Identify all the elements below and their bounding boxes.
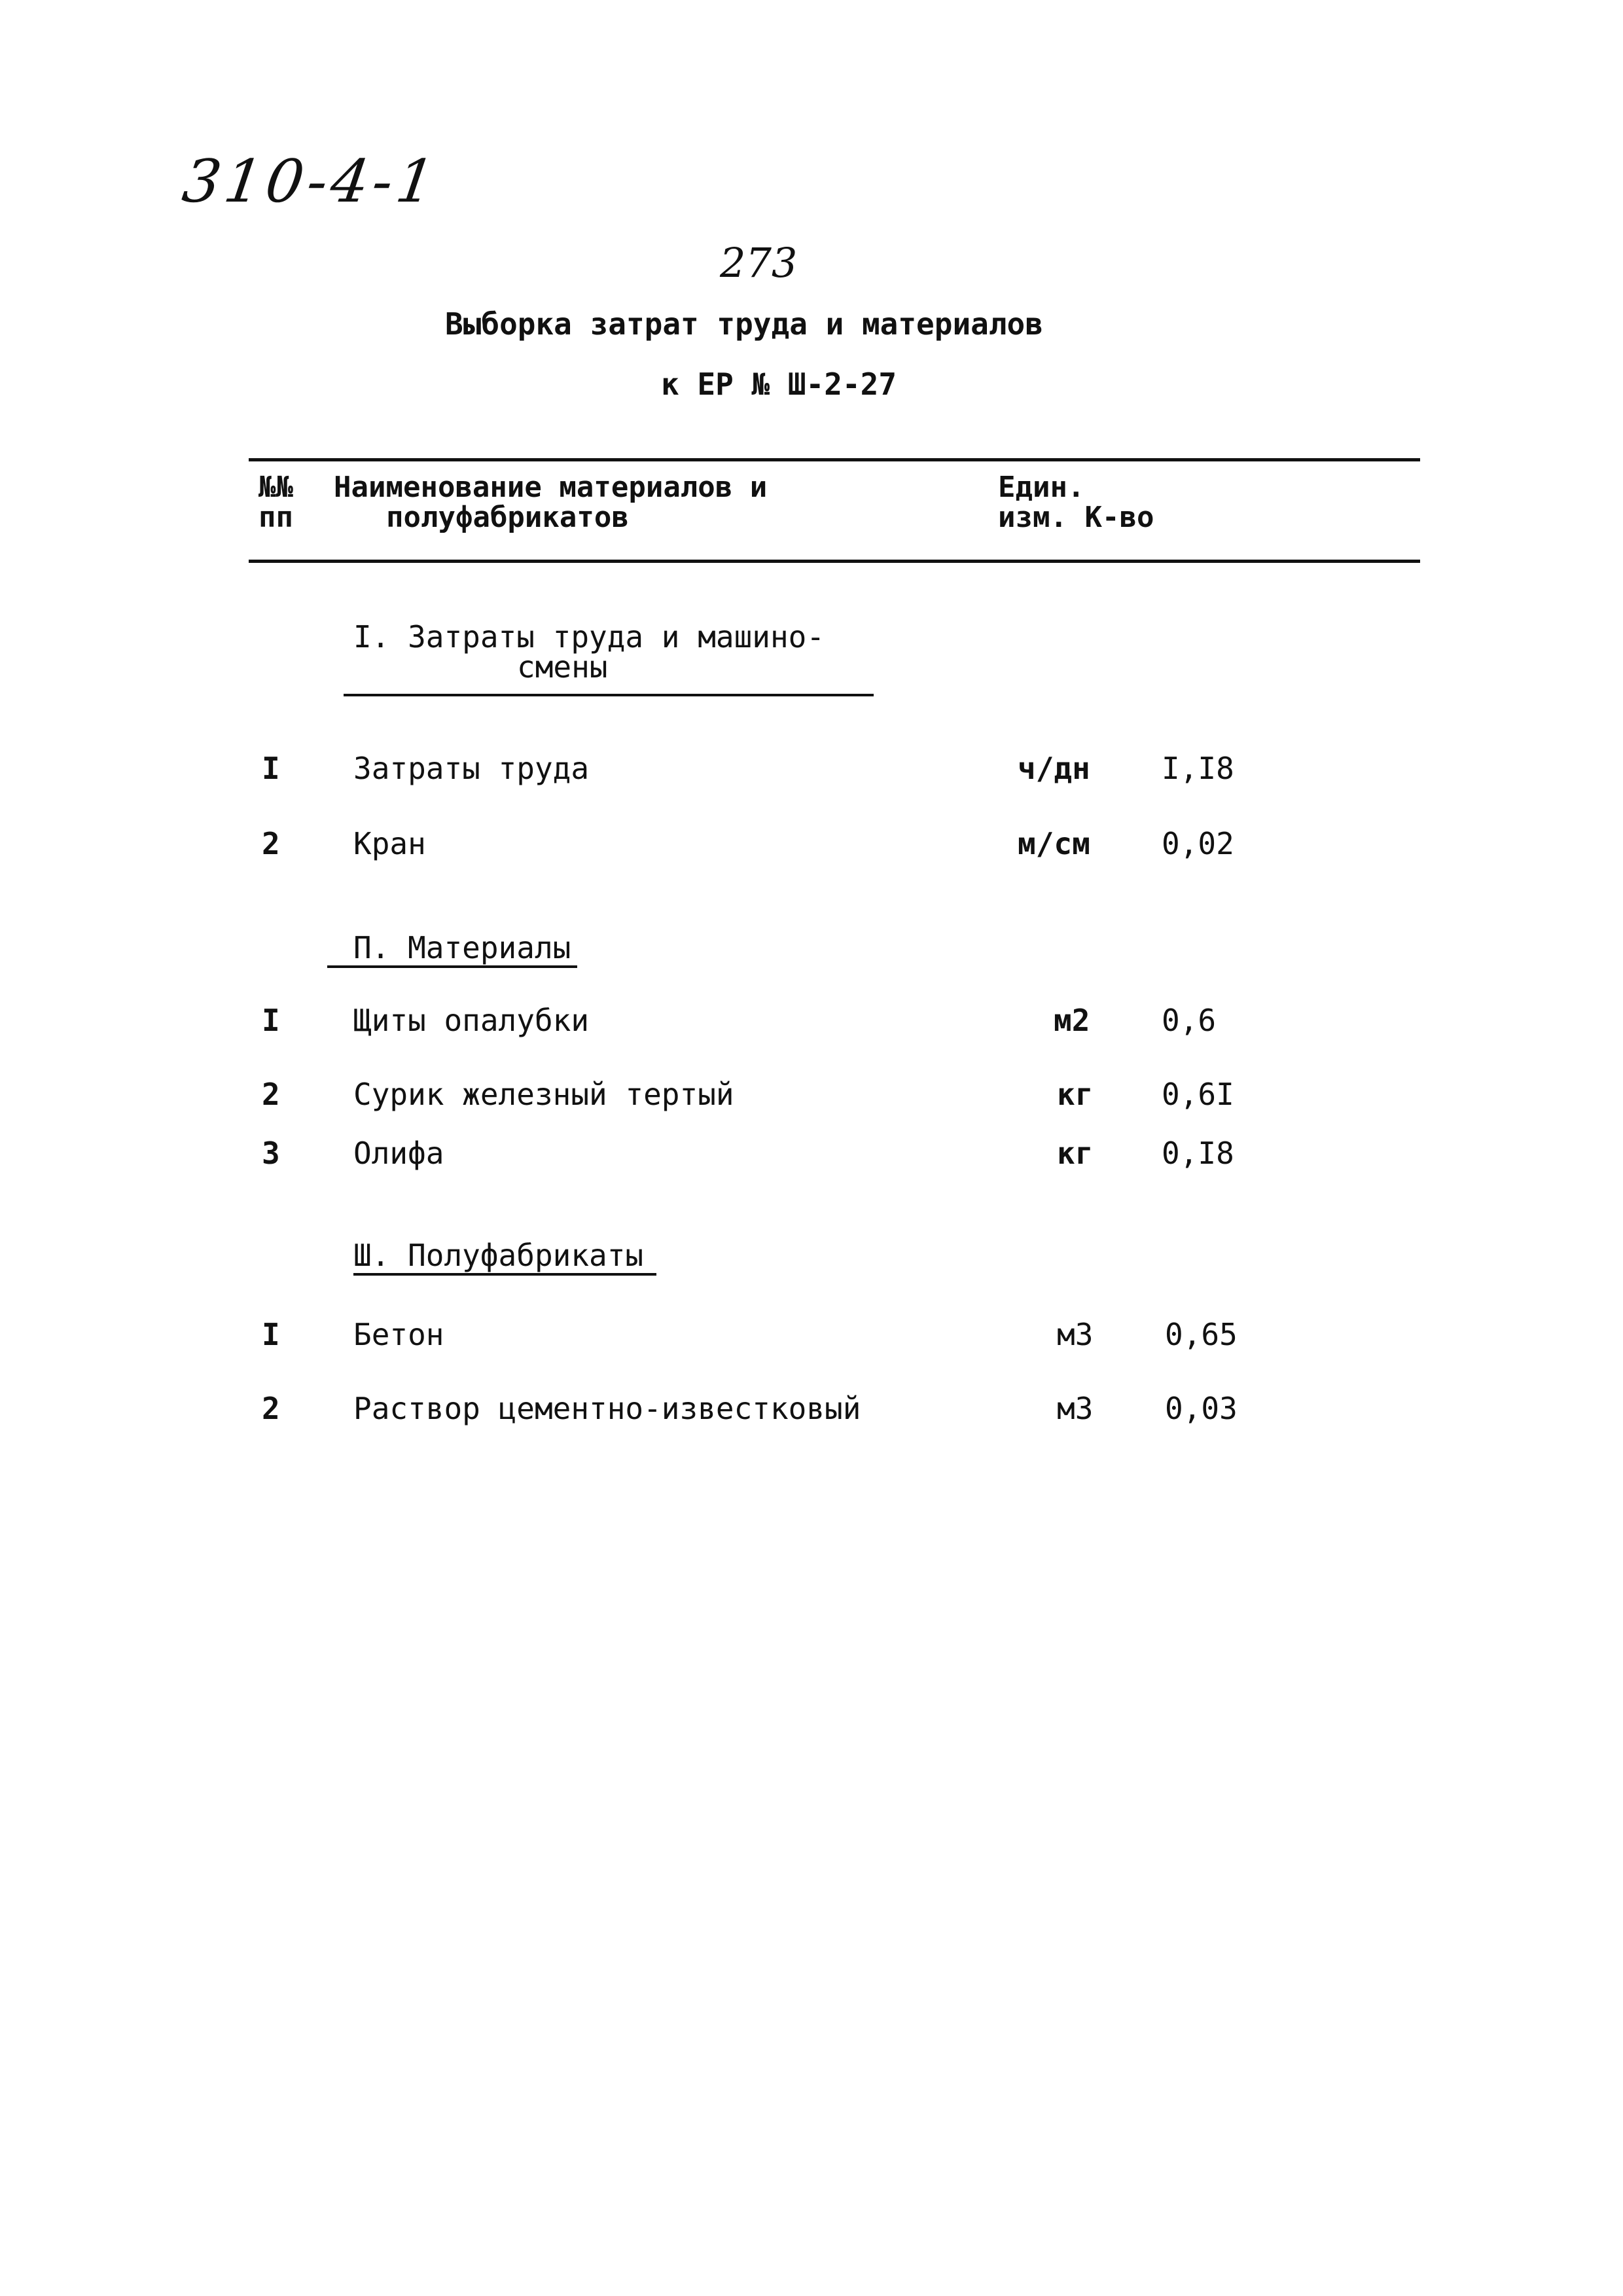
header-bottom-rule xyxy=(249,560,1420,563)
header-top-rule xyxy=(249,458,1420,461)
row-qty: 0,65 xyxy=(1165,1317,1238,1352)
col-header-qty: К-во xyxy=(1084,501,1154,534)
page-number: 273 xyxy=(720,239,798,287)
row-qty: 0,6I xyxy=(1162,1077,1234,1112)
row-unit: м2 xyxy=(1054,1003,1090,1038)
row-qty: 0,6 xyxy=(1162,1003,1217,1038)
row-unit: кг xyxy=(1057,1077,1094,1112)
row-number: 2 xyxy=(262,1077,280,1112)
row-qty: I,I8 xyxy=(1162,751,1234,786)
row-number: 2 xyxy=(262,1391,280,1426)
section-title-labor: I. Затраты труда и машино- смены xyxy=(353,619,825,685)
row-number: 3 xyxy=(262,1136,280,1171)
document-subtitle: к ЕР № Ш-2-27 xyxy=(661,367,897,402)
row-name: Щиты опалубки xyxy=(353,1003,590,1038)
row-unit: кг xyxy=(1057,1136,1094,1171)
row-qty: 0,02 xyxy=(1162,826,1234,861)
row-name: Олифа xyxy=(353,1136,444,1171)
row-name: Сурик железный тертый xyxy=(353,1077,734,1112)
document-title: Выборка затрат труда и материалов xyxy=(445,306,1043,342)
row-unit: м3 xyxy=(1057,1391,1094,1426)
row-name: Раствор цементно-известковый xyxy=(353,1391,861,1426)
row-qty: 0,I8 xyxy=(1162,1136,1234,1171)
col-header-name: Наименование материалов и полуфабрикатов xyxy=(334,471,768,534)
row-name: Затраты труда xyxy=(353,751,590,786)
document-code: 310-4-1 xyxy=(178,147,443,216)
row-qty: 0,03 xyxy=(1165,1391,1238,1426)
section-title-materials: П. Материалы xyxy=(327,933,577,968)
row-number: I xyxy=(262,1317,280,1352)
row-number: I xyxy=(262,751,280,786)
section-title-semi-products: Ш. Полуфабрикаты xyxy=(353,1240,656,1276)
row-unit: ч/дн xyxy=(1018,751,1090,786)
row-unit: м/см xyxy=(1018,826,1090,861)
row-unit: м3 xyxy=(1057,1317,1094,1352)
row-name: Бетон xyxy=(353,1317,444,1352)
col-header-number: №№ пп xyxy=(259,471,293,534)
row-number: 2 xyxy=(262,826,280,861)
row-name: Кран xyxy=(353,826,426,861)
section-labor-underline xyxy=(344,694,874,696)
col-header-unit: Един. изм. К-во xyxy=(998,471,1154,534)
row-number: I xyxy=(262,1003,280,1038)
